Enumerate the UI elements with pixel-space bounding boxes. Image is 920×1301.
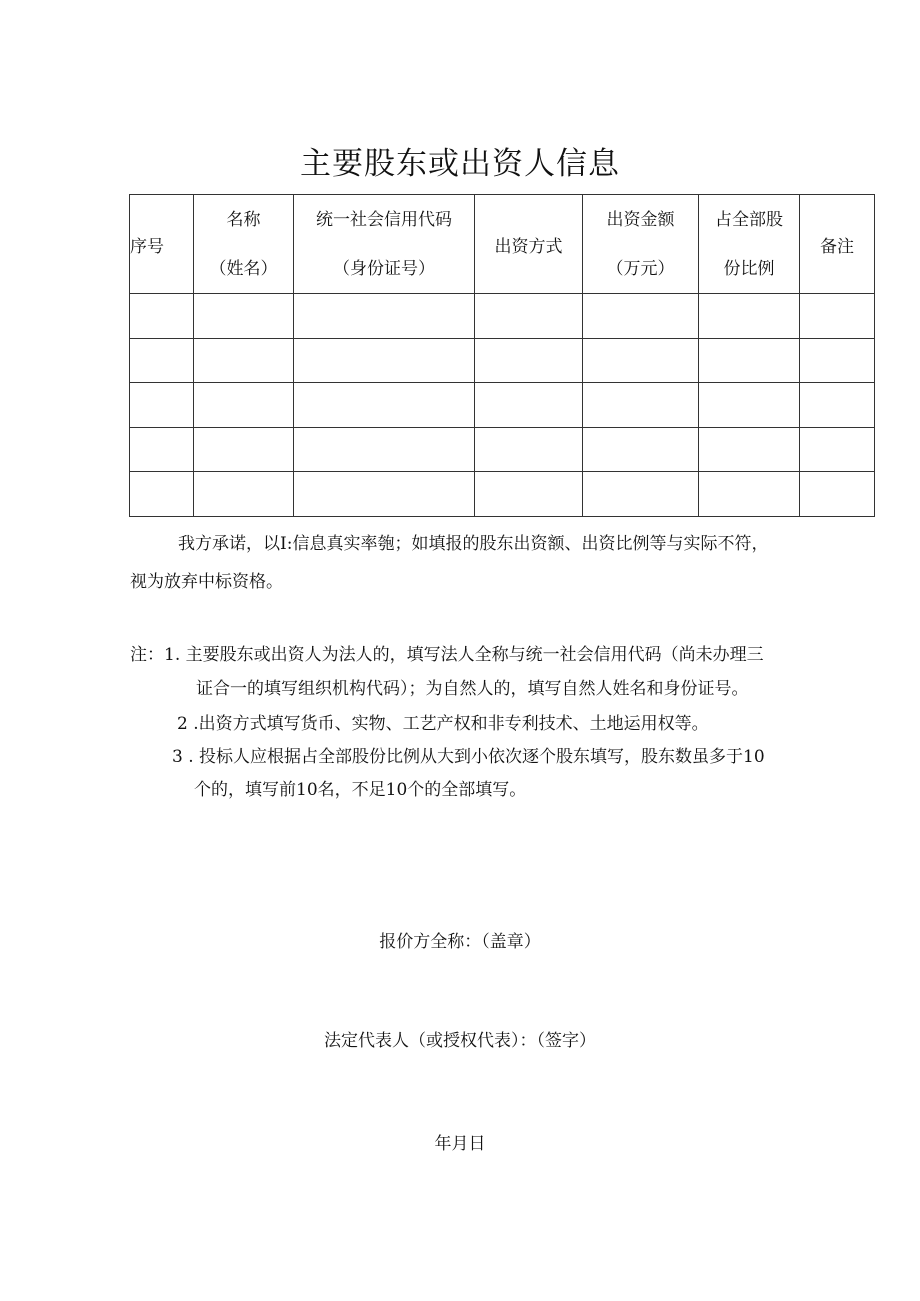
- table-cell[interactable]: [583, 338, 699, 383]
- header-credit-code: 统一社会信用代码 （身份证号）: [294, 195, 475, 294]
- page-title: 主要股东或出资人信息: [300, 146, 620, 182]
- table-header-row: [130, 195, 875, 294]
- table-cell[interactable]: [699, 427, 800, 472]
- shareholder-table: [129, 194, 875, 517]
- table-cell[interactable]: [194, 338, 294, 383]
- representative-signature-line: 法定代表人（或授权代表）：（签字）: [324, 1031, 596, 1051]
- table-cell[interactable]: [800, 427, 875, 472]
- date-line: 年月日: [434, 1134, 486, 1154]
- header-remarks: 备注: [800, 195, 875, 294]
- note-3-line-1: 3 . 投标人应根据占全部股份比例从大到小依次逐个股东填写，股东数虽多于10: [172, 747, 765, 767]
- header-share-ratio: 占全部股 份比例: [699, 195, 800, 294]
- table-cell[interactable]: [800, 383, 875, 428]
- table-cell[interactable]: [194, 294, 294, 339]
- table-cell[interactable]: [294, 427, 475, 472]
- header-seq: 序号: [130, 195, 194, 294]
- table-cell[interactable]: [475, 427, 583, 472]
- commitment-line-1: 我方承诺，以I:信息真实率匏；如填报的股东出资额、出资比例等与实际不符，: [178, 534, 769, 554]
- table-cell[interactable]: [294, 472, 475, 517]
- table-row: [130, 338, 875, 383]
- table-cell[interactable]: [130, 472, 194, 517]
- header-contribution-method: 出资方式: [475, 195, 583, 294]
- commitment-line-2: 视为放弃中标资格。: [130, 572, 283, 592]
- note-1-line-2: 证合一的填写组织机构代码）；为自然人的，填写自然人姓名和身份证号。: [196, 679, 749, 699]
- header-name: 名称 （姓名）: [194, 195, 294, 294]
- note-2: 2 .出资方式填写货币、实物、工艺产权和非专利技术、土地运用权等。: [177, 714, 709, 734]
- table-cell[interactable]: [699, 294, 800, 339]
- table-cell[interactable]: [800, 472, 875, 517]
- table-row: [130, 427, 875, 472]
- table-cell[interactable]: [194, 383, 294, 428]
- table-row: [130, 383, 875, 428]
- header-contribution-amount: 出资金额 （万元）: [583, 195, 699, 294]
- table-cell[interactable]: [194, 427, 294, 472]
- table-cell[interactable]: [294, 383, 475, 428]
- table-cell[interactable]: [699, 383, 800, 428]
- table-cell[interactable]: [475, 294, 583, 339]
- table-cell[interactable]: [583, 383, 699, 428]
- bidder-name-line: 报价方全称：（盖章）: [379, 932, 541, 952]
- table-cell[interactable]: [130, 383, 194, 428]
- table-cell[interactable]: [130, 427, 194, 472]
- table-cell[interactable]: [583, 294, 699, 339]
- table-cell[interactable]: [583, 472, 699, 517]
- table-cell[interactable]: [294, 294, 475, 339]
- table-row: [130, 294, 875, 339]
- table-cell[interactable]: [130, 294, 194, 339]
- table-row: [130, 472, 875, 517]
- table-cell[interactable]: [699, 472, 800, 517]
- note-1-line-1: 注：1. 主要股东或出资人为法人的，填写法人全称与统一社会信用代码（尚未办理三: [130, 645, 764, 665]
- table-cell[interactable]: [294, 338, 475, 383]
- note-3-line-2: 个的，填写前10名，不足10个的全部填写。: [194, 780, 527, 800]
- table-cell[interactable]: [800, 294, 875, 339]
- table-cell[interactable]: [475, 383, 583, 428]
- table-cell[interactable]: [699, 338, 800, 383]
- table-cell[interactable]: [475, 338, 583, 383]
- table-cell[interactable]: [194, 472, 294, 517]
- table-cell[interactable]: [130, 338, 194, 383]
- table-cell[interactable]: [583, 427, 699, 472]
- table-cell[interactable]: [475, 472, 583, 517]
- table-cell[interactable]: [800, 338, 875, 383]
